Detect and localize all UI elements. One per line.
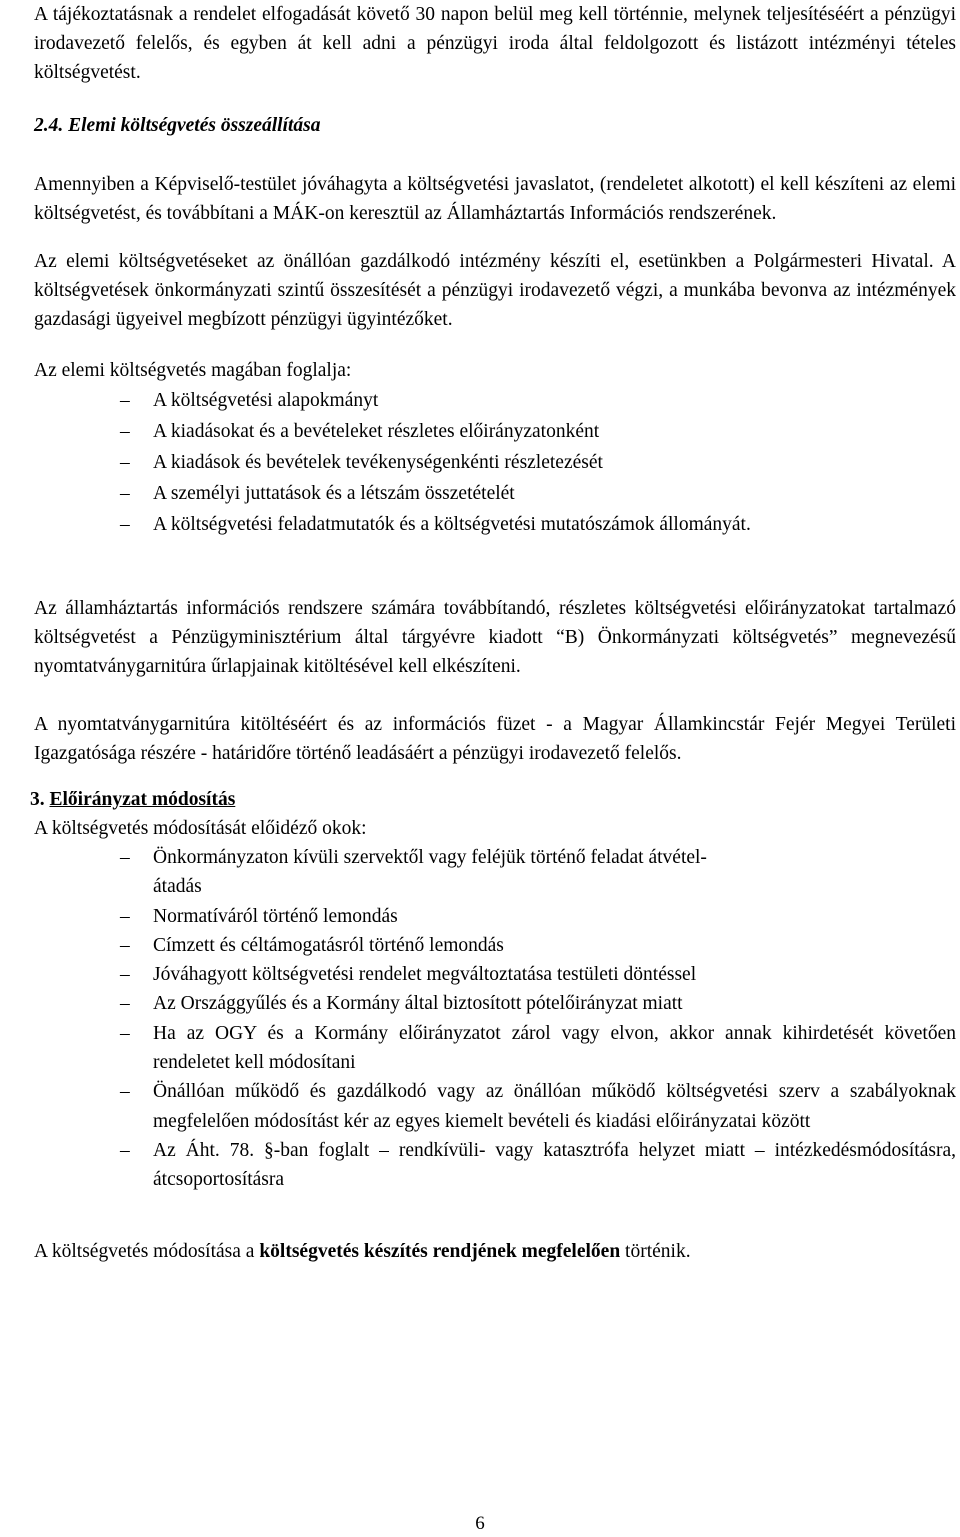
- dash-bullet-icon: –: [120, 905, 130, 927]
- list-item: – A kiadásokat és a bevételeket részletes előirányzatonként: [34, 416, 956, 447]
- dash-bullet-icon: –: [120, 483, 130, 504]
- paragraph-responsibility: A nyomtatványgarnitúra kitöltéséért és az információs füzet - a Magyar Államkincstár Fejér Megyei Területi Igazgatósága részére - határidőre történő leadásáért a pénzügyi irodavezető felelős.: [34, 714, 956, 764]
- list-item: – Ha az OGY és a Kormány előirányzatot zárol vagy elvon, akkor annak kihirdetését követően rendeletet kell módosítani: [34, 1019, 956, 1078]
- list-item: – Az Áht. 78. §-ban foglalt – rendkívüli- vagy katasztrófa helyzet miatt – intézkedésmódosításra, átcsoportosításra: [34, 1136, 956, 1195]
- list-item: – Címzett és céltámogatásról történő lemondás: [34, 931, 956, 960]
- list-item: – Jóváhagyott költségvetési rendelet megváltoztatása testületi döntéssel: [34, 960, 956, 989]
- dash-bullet-icon: –: [120, 847, 130, 868]
- dash-bullet-icon: –: [120, 1139, 130, 1161]
- dash-bullet-icon: –: [120, 964, 130, 986]
- dash-bullet-icon: –: [120, 934, 130, 956]
- paragraph-information-system: Az államháztartás információs rendszere számára továbbítandó, részletes költségvetési előirányzatokat tartalmazó költségvetést a Pénzügyminisztérium által tárgyévre kiadott “B) Önkormányzati költségvetés” megnevezésű nyomtatványgarnitúra űrlapjainak kitöltésével kell elkészíteni.: [34, 598, 956, 677]
- paragraph-approval: Amennyiben a Képviselő-testület jóváhagyta a költségvetési javaslatot, (rendeletet alkotott) el kell készíteni az elemi költségvetést, és továbbítani a MÁK-on keresztül az Államháztartás Információs rendszerének.: [34, 174, 956, 224]
- list-item: – Önállóan működő és gazdálkodó vagy az önállóan működő költségvetési szerv a szabályoknak megfelelően módosítást kér az egyes kiemelt bevételi és kiadási előirányzatai között: [34, 1077, 956, 1136]
- dash-bullet-icon: –: [120, 390, 130, 411]
- dash-bullet-icon: –: [120, 1022, 130, 1044]
- intro-paragraph: A tájékoztatásnak a rendelet elfogadását követő 30 napon belül meg kell történnie, melynek teljesítéséért a pénzügyi irodavezető felelős, és egyben át kell adni a pénzügyi iroda által feldolgozott és listázott intézményi tételes költségvetést.: [34, 4, 956, 83]
- section-title: Előirányzat módosítás: [49, 789, 236, 810]
- dash-bullet-icon: –: [120, 421, 130, 442]
- dash-bullet-icon: –: [120, 993, 130, 1015]
- dash-bullet-icon: –: [120, 1081, 130, 1103]
- list-intro-elemi: Az elemi költségvetés magában foglalja:: [34, 360, 352, 381]
- section-heading-2-4: 2.4. Elemi költségvetés összeállítása: [34, 115, 321, 136]
- list-item: – A kiadások és bevételek tevékenységenkénti részletezését: [34, 447, 956, 478]
- dash-bullet-icon: –: [120, 452, 130, 473]
- list-item: – A költségvetési alapokmányt: [34, 385, 956, 416]
- document-page: [30, 0, 956, 1266]
- page-number: 6: [475, 1513, 485, 1534]
- list-item: – A költségvetési feladatmutatók és a költségvetési mutatószámok állományát.: [34, 509, 956, 540]
- section-heading-3: [30, 785, 956, 814]
- closing-emphasis: költségvetés készítés rendjének megfelelően: [259, 1240, 621, 1262]
- closing-paragraph: A költségvetés módosítása a költségvetés készítés rendjének megfelelően történik.: [34, 1240, 691, 1262]
- elemi-contents-list: [34, 385, 956, 540]
- list-item: – A személyi juttatások és a létszám összetételét: [34, 478, 956, 509]
- section-number: 3.: [30, 789, 45, 810]
- modification-reasons-list: [34, 843, 956, 1195]
- list-item: – Önkormányzaton kívüli szervektől vagy feléjük történő feladat átvétel-átadás: [34, 843, 956, 902]
- dash-bullet-icon: –: [120, 514, 130, 535]
- paragraph-elemi-keszites: Az elemi költségvetéseket az önállóan gazdálkodó intézmény készíti el, esetünkben a Polgármesteri Hivatal. A költségvetések önkormányzati szintű összesítését a pénzügyi irodavezető végzi, a munkába bevonva az intézmények gazdasági ügyeivel megbízott pénzügyi ügyintézőket.: [34, 251, 956, 330]
- list-item: – Az Országgyűlés és a Kormány által biztosított pótelőirányzat miatt: [34, 989, 956, 1018]
- list-intro-modification: A költségvetés módosítását előidéző okok:: [34, 818, 367, 839]
- list-item: – Normatíváról történő lemondás: [34, 902, 956, 931]
